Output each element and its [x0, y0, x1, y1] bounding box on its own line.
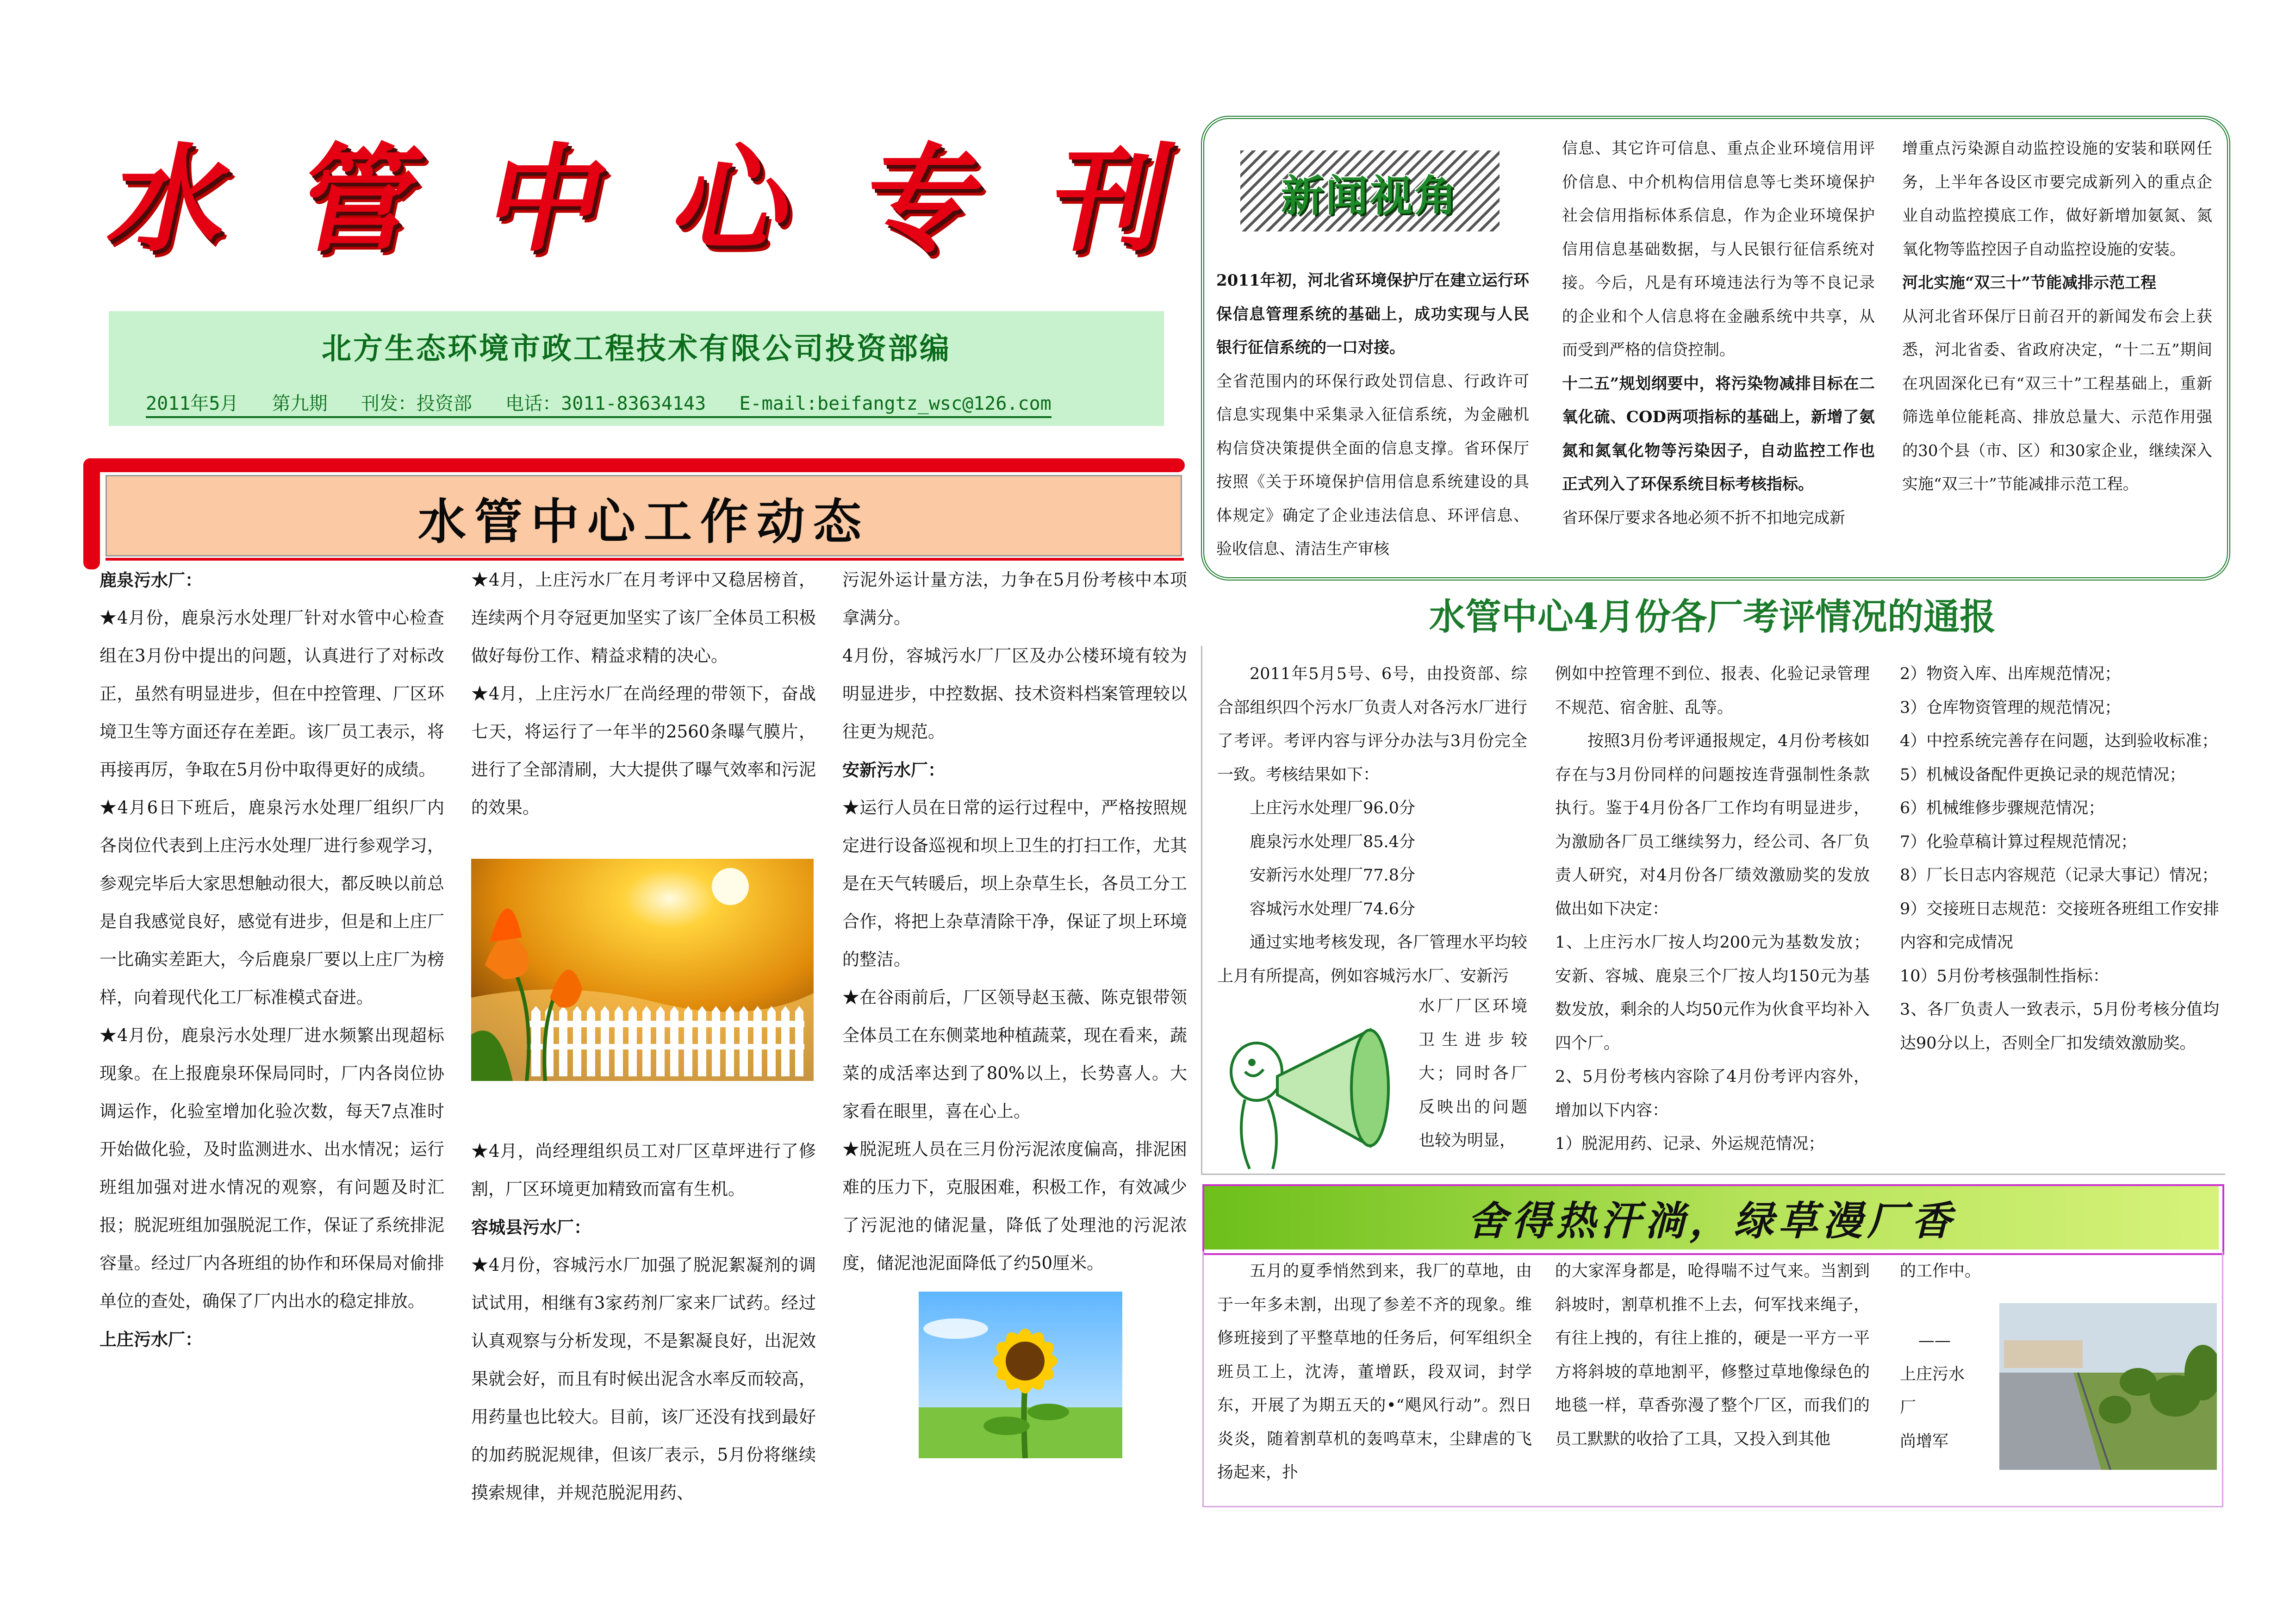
paragraph: ★4月6日下班后，鹿泉污水处理厂组织厂内各岗位代表到上庄污水处理厂进行参观学习，参观完毕后大家思想触动很大，都反映以前总是自我感觉良好，感觉有进步，但是和上庄厂一比确实差距大，今后鹿泉厂要以上庄厂为榜样，向着现代化工厂标准模式奋进。 — [100, 798, 444, 1007]
fence-picket — [740, 1006, 748, 1076]
fence-picket — [753, 1006, 762, 1076]
paragraph: 鹿泉污水处理厂85.4分 — [1250, 832, 1415, 851]
masthead-char: 刊 — [1039, 132, 1183, 267]
paragraph: 通过实地考核发现，各厂管理水平均较上月有所提高，例如容城污水厂、安新污 — [1217, 933, 1527, 986]
fence-picket — [656, 1006, 665, 1076]
paragraph: ★在谷雨前后，厂区领导赵玉薇、陈克银带领全体员工在东侧菜地种植蔬菜，现在看来，蔬菜的成活率达到了80%以上，长势喜人。大家看在眼里，喜在心上。 — [842, 987, 1187, 1121]
publisher-name: 北方生态环境市政工程技术有限公司投资部编 — [322, 332, 951, 366]
fence-picket — [795, 1006, 803, 1076]
fence-picket — [684, 1006, 692, 1076]
paragraph: 鹿泉污水厂： — [100, 570, 202, 590]
fence-picket — [781, 1006, 790, 1076]
article-column-1 — [100, 561, 444, 1358]
fence-picket — [559, 1006, 567, 1076]
article-column-1: 五月的夏季悄然到来，我厂的草地，由于一年多未割，出现了参差不齐的现象。维修班接到了平整草地的任务后，何军组织全班员工上，沈涛，董增跃，段双词，封学东，开展了为期五天的•“飓风行动”。烈日炎炎，随着割草机的轰鸣草末，尘肆虐的飞扬起来，扑 — [1217, 1262, 1532, 1482]
paragraph: 十二五”规划纲要中，将污染物减排目标在二氧化硫、COD两项指标的基础上，新增了氨氮和氮氧化物等污染因子，自动监控工作也正式列入了环保系统目标考核指标。 — [1562, 374, 1875, 493]
paragraph: ★4月，尚经理组织员工对厂区草坪进行了修割，厂区环境更加精致而富有生机。 — [471, 1141, 816, 1199]
paragraph: ★4月，上庄污水厂在月考评中又稳居榜首，连续两个月夺冠更加坚实了该厂全体员工积极做好每份工作、精益求精的决心。 — [471, 570, 816, 666]
publisher-box — [109, 311, 1164, 426]
news-column-1 — [1216, 264, 1529, 566]
paragraph: 容城污水处理厂74.6分 — [1250, 899, 1415, 918]
fence-picket — [698, 1006, 706, 1076]
paragraph: 4）中控系统完善存在问题，达到验收标准； — [1900, 732, 2218, 750]
paragraph: 3、各厂负责人一致表示，5月份考核分值均达90分以上，否则全厂扣发绩效激励奖。 — [1900, 1000, 2219, 1053]
paragraph: 安新污水厂： — [842, 760, 945, 780]
paragraph: 上庄污水处理厂96.0分 — [1250, 799, 1415, 818]
paragraph: 1、上庄污水厂按人均200元为基数发放；安新、容城、鹿泉三个厂按人均150元为基数发放，剩余的人均50元作为伙食平均补入四个厂。 — [1555, 933, 1870, 1053]
tulip-sunset-image — [471, 859, 814, 1081]
issue-info: 2011年5月 第九期 刊发：投资部 电话：3011-83634143 E-mail:beifangtz_wsc@126.com — [146, 389, 1052, 418]
news-column-3 — [1902, 132, 2212, 501]
paragraph: ★脱泥班人员在三月份污泥浓度偏高，排泥困难的压力下，克服困难，积极工作，有效减少了污泥池的储泥量，降低了处理池的污泥浓度，储泥池泥面降低了约50厘米。 — [842, 1139, 1187, 1273]
paragraph: 例如中控管理不到位、报表、化验记录管理不规范、宿舍脏、乱等。 — [1555, 665, 1870, 717]
paragraph: ★4月份，鹿泉污水处理厂进水频繁出现超标现象。在上报鹿泉环保局同时，厂内各岗位协调运作，化验室增加化验次数，每天7点准时开始做化验，及时监测进水、出水情况；运行班组加强对进水情况的观察，有问题及时汇报；脱泥班组加强脱泥工作，保证了系统排泥容量。经过厂内各班组的协作和环保局对偷排单位的查处，确保了厂内出水的稳定排放。 — [100, 1025, 444, 1311]
paragraph: 信息、其它许可信息、重点企业环境信用评价信息、中介机构信用信息等七类环境保护社会信用指标体系信息，作为企业环境保护信用信息基础数据，与人民银行征信系统对接。今后，凡是有环境违法行为等不良记录的企业和个人信息将在金融系统中共享，从而受到严格的信贷控制。 — [1562, 139, 1875, 359]
fence-picket — [726, 1006, 734, 1076]
fence-picket — [601, 1006, 609, 1076]
masthead-title — [99, 116, 1183, 267]
section-title: 水管中心工作动态 — [417, 493, 870, 550]
paragraph: 9）交接班日志规范：交接班各班组工作安排内容和完成情况 — [1900, 899, 2219, 952]
paragraph: 1）脱泥用药、记录、外运规范情况； — [1555, 1135, 1825, 1153]
masthead-char: 专 — [851, 132, 996, 267]
paragraph: 6）机械维修步骤规范情况； — [1900, 799, 2105, 818]
fence-picket — [573, 1006, 581, 1076]
report-column-1 — [1217, 657, 1527, 993]
paragraph: 5）机械设备配件更换记录的规范情况； — [1900, 765, 2186, 784]
report-column-2 — [1555, 657, 1870, 1161]
paragraph: 从河北省环保厅日前召开的新闻发布会上获悉，河北省委、省政府决定，“十二五”期间在巩固深化已有“双三十”工程基础上，重新筛选单位能耗高、排放总量大、示范作用强的30个县（市、区）和30家企业，继续深入实施“双三十”节能减排示范工程。 — [1902, 307, 2212, 493]
paragraph: 污泥外运计量方法，力争在5月份考核中本项拿满分。 — [842, 570, 1187, 628]
paragraph: 10）5月份考核强制性指标： — [1900, 967, 2109, 986]
fence-picket — [587, 1006, 595, 1076]
masthead-char: 管 — [287, 132, 432, 267]
paragraph: ★4月，上庄污水厂在尚经理的带领下，奋战七天，将运行了一年半的2560条曝气膜片，进行了全部清刷，大大提供了曝气效率和污泥的效果。 — [471, 684, 816, 818]
paragraph: 增重点污染源自动监控设施的安装和联网任务，上半年各设区市要完成新列入的重点企业自动监控摸底工作，做好新增加氨氮、氮氧化物等监控因子自动监控设施的安装。 — [1902, 139, 2212, 259]
paragraph: 8）厂长日志内容规范（记录大事记）情况； — [1900, 866, 2218, 885]
paragraph: 省环保厅要求各地必须不折不扣地完成新 — [1562, 508, 1845, 527]
fence-picket — [670, 1006, 678, 1076]
paragraph: 全省范围内的环保行政处罚信息、行政许可信息实现集中采集录入征信系统，为金融机构信贷决策提供全面的信息支撑。省环保厅按照《关于环境保护信用信息系统建设的具体规定》确定了企业违法信息、环评信息、验收信息、清洁生产审核 — [1216, 372, 1529, 558]
section-banner-work-news — [83, 458, 1185, 569]
fence-picket — [767, 1006, 776, 1076]
news-tag-label: 新闻视角 — [1281, 171, 1459, 221]
report-column-1-wrap: 水厂厂区环境卫生进步较大；同时各厂反映出的问题也较为明显， — [1419, 997, 1527, 1150]
paragraph: 按照3月份考评通报规定，4月份考核如存在与3月份同样的问题按连背强制性条款执行。鉴于4月份各厂工作均有明显进步，为激励各厂员工继续努力，经公司、各厂负责人研究，对4月份各厂绩效激励奖的发放做出如下决定： — [1555, 732, 1870, 918]
paragraph: 2）物资入库、出库规范情况； — [1900, 665, 2121, 683]
report-column-3 — [1900, 657, 2219, 1060]
paragraph: 容城县污水厂： — [471, 1217, 591, 1237]
article-column-2: 的大家浑身都是，呛得喘不过气来。当割到斜坡时，割草机推不上去，何军找来绳子，有往上拽的，有往上推的，硬是一平方一平方将斜坡的草地割平，修整过草地像绿色的地毯一样，草香弥漫了整个厂区，而我们的员工默默的收拾了工具，又投入到其他 — [1555, 1262, 1870, 1449]
fence-picket — [628, 1006, 637, 1076]
paragraph: ★4月份，鹿泉污水处理厂针对水管中心检查组在3月份中提出的问题，认真进行了对标改正，虽然有明显进步，但在中控管理、厂区环境卫生等方面还存在差距。该厂员工表示，将再接再厉，争取在5月份中取得更好的成绩。 — [100, 608, 444, 780]
masthead-char: 水 — [99, 132, 244, 267]
paragraph: ★运行人员在日常的运行过程中，严格按照规定进行设备巡视和坝上卫生的打扫工作，尤其是在天气转暖后，坝上杂草生长，各员工分工合作，将把上杂草清除干净，保证了坝上环境的整洁。 — [842, 798, 1187, 969]
article-banner-title: 舍得热汗淌，绿草漫厂香 — [1467, 1198, 1956, 1244]
paragraph: ★4月份，容城污水厂加强了脱泥絮凝剂的调试试用，相继有3家药剂厂家来厂试药。经过认真观察与分析发现，不是絮凝良好，出泥效果就会好，而且有时候出泥含水率反而较高，用药量也比较大。目前，该厂还没有找到最好的加药脱泥规律，但该厂表示，5月份将继续摸索规律，并规范脱泥用药、 — [471, 1255, 816, 1503]
paragraph: 2011年5月5号、6号，由投资部、综合部组织四个污水厂负责人对各污水厂进行了考评。考评内容与评分办法与3月份完全一致。考核结果如下： — [1217, 665, 1527, 784]
masthead-char: 心 — [663, 132, 808, 267]
paragraph: 2011年初，河北省环境保护厅在建立运行环保信息管理系统的基础上，成功实现与人民银行征信系统的一口对接。 — [1216, 271, 1529, 357]
sunflower-image — [919, 1292, 1122, 1458]
news-column-2 — [1562, 132, 1875, 535]
fence-picket — [615, 1006, 623, 1076]
article-signature: —— 上庄污水 厂 尚增军 — [1900, 1331, 1965, 1451]
masthead-char: 中 — [475, 132, 620, 267]
plant-river-photo — [1999, 1303, 2217, 1470]
paragraph: 河北实施“双三十”节能减排示范工程 — [1902, 274, 2157, 292]
report-title: 水管中心4月份各厂考评情况的通报 — [1429, 596, 1996, 638]
paragraph: 3）仓库物资管理的规范情况； — [1900, 698, 2121, 717]
paragraph: 7）化验草稿计算过程规范情况； — [1900, 832, 2137, 851]
fence-picket — [642, 1006, 651, 1076]
paragraph: 4月份，容城污水厂厂区及办公楼环境有较为明显进步，中控数据、技术资料档案管理较以往更为规范。 — [842, 646, 1187, 742]
paragraph: 安新污水处理厂77.8分 — [1250, 866, 1415, 885]
paragraph: 上庄污水厂： — [100, 1329, 202, 1349]
article-column-3 — [842, 561, 1187, 1282]
fence-picket — [712, 1006, 720, 1076]
article-column-3: 的工作中。 — [1900, 1262, 1981, 1280]
megaphone-man-icon — [1217, 1007, 1412, 1174]
paragraph: 2、5月份考核内容除了4月份考评内容外，增加以下内容： — [1555, 1068, 1870, 1120]
